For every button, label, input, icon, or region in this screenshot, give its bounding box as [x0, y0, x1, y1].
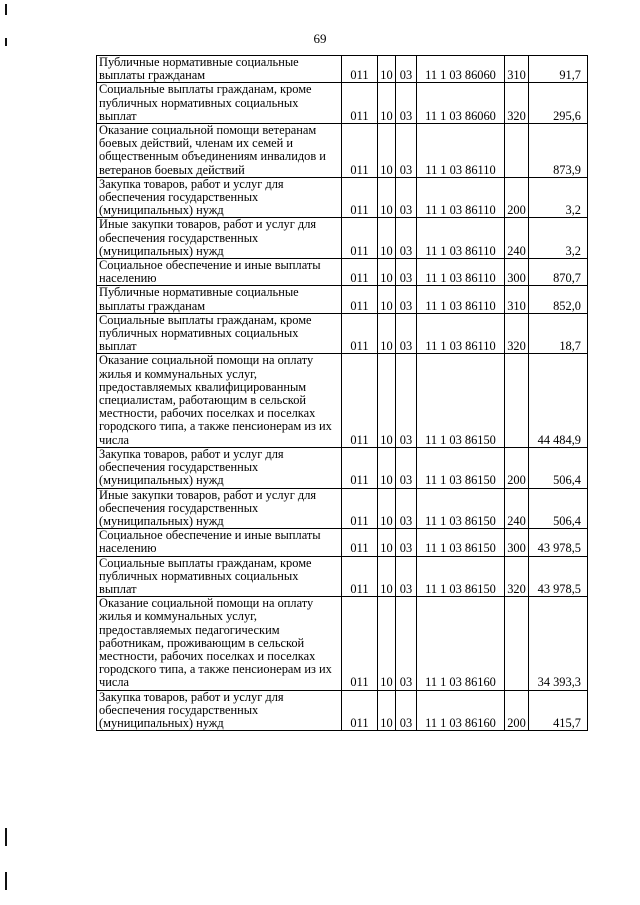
ministry-code-cell: 011: [342, 313, 378, 354]
ministry-code-cell: 011: [342, 56, 378, 83]
program-code-cell: 11 1 03 86110: [417, 218, 505, 259]
section-code-cell: 10: [378, 556, 396, 597]
row-name-cell: Закупка товаров, работ и услуг для обеспечения государственных (муниципальных) нужд: [97, 447, 342, 488]
table-row: [97, 56, 588, 83]
ministry-code-cell: 011: [342, 447, 378, 488]
section-code-cell: 10: [378, 286, 396, 313]
amount-cell: 91,7: [529, 56, 588, 83]
expense-type-cell: 240: [505, 488, 529, 529]
section-code-cell: 10: [378, 597, 396, 690]
row-name-cell: Иные закупки товаров, работ и услуг для обеспечения государственных (муниципальных) нужд: [97, 488, 342, 529]
row-name-cell: Социальное обеспечение и иные выплаты населению: [97, 529, 342, 556]
row-name-cell: Оказание социальной помощи на оплату жилья и коммунальных услуг, предоставляемых педагогическим работникам, проживающим в сельской местности, рабочих поселках и поселках городского типа, а также пенсионерам из их числа: [97, 597, 342, 690]
ministry-code-cell: 011: [342, 83, 378, 124]
subsection-code-cell: 03: [396, 529, 417, 556]
table-row: [97, 354, 588, 447]
subsection-code-cell: 03: [396, 690, 417, 731]
row-name-cell: Иные закупки товаров, работ и услуг для обеспечения государственных (муниципальных) нужд: [97, 218, 342, 259]
subsection-code-cell: 03: [396, 488, 417, 529]
amount-cell: 506,4: [529, 488, 588, 529]
program-code-cell: 11 1 03 86150: [417, 447, 505, 488]
row-name-cell: Публичные нормативные социальные выплаты гражданам: [97, 286, 342, 313]
section-code-cell: 10: [378, 354, 396, 447]
section-code-cell: 10: [378, 177, 396, 218]
section-code-cell: 10: [378, 690, 396, 731]
expense-type-cell: [505, 597, 529, 690]
expense-type-cell: 310: [505, 286, 529, 313]
amount-cell: 3,2: [529, 177, 588, 218]
scan-margin-mark: [5, 872, 7, 890]
program-code-cell: 11 1 03 86110: [417, 177, 505, 218]
program-code-cell: 11 1 03 86150: [417, 529, 505, 556]
table-row: [97, 218, 588, 259]
row-name-cell: Оказание социальной помощи ветеранам боевых действий, членам их семей и общественным объединениям инвалидов и ветеранов боевых действий: [97, 124, 342, 178]
expense-type-cell: 300: [505, 529, 529, 556]
row-name-cell: Закупка товаров, работ и услуг для обеспечения государственных (муниципальных) нужд: [97, 690, 342, 731]
table-row: [97, 259, 588, 286]
scan-margin-mark: [5, 4, 7, 15]
program-code-cell: 11 1 03 86150: [417, 556, 505, 597]
subsection-code-cell: 03: [396, 83, 417, 124]
ministry-code-cell: 011: [342, 529, 378, 556]
program-code-cell: 11 1 03 86160: [417, 690, 505, 731]
program-code-cell: 11 1 03 86110: [417, 124, 505, 178]
table-row: [97, 447, 588, 488]
ministry-code-cell: 011: [342, 488, 378, 529]
program-code-cell: 11 1 03 86060: [417, 83, 505, 124]
amount-cell: 44 484,9: [529, 354, 588, 447]
section-code-cell: 10: [378, 83, 396, 124]
subsection-code-cell: 03: [396, 313, 417, 354]
row-name-cell: Закупка товаров, работ и услуг для обеспечения государственных (муниципальных) нужд: [97, 177, 342, 218]
table-row: [97, 124, 588, 178]
table-row: [97, 313, 588, 354]
amount-cell: 3,2: [529, 218, 588, 259]
row-name-cell: Оказание социальной помощи на оплату жилья и коммунальных услуг, предоставляемых квалифицированным специалистам, работающим в сельской местности, рабочих поселках и поселках городского типа, а также пенсионерам из их числа: [97, 354, 342, 447]
ministry-code-cell: 011: [342, 218, 378, 259]
amount-cell: 295,6: [529, 83, 588, 124]
subsection-code-cell: 03: [396, 218, 417, 259]
ministry-code-cell: 011: [342, 286, 378, 313]
program-code-cell: 11 1 03 86110: [417, 313, 505, 354]
program-code-cell: 11 1 03 86110: [417, 259, 505, 286]
program-code-cell: 11 1 03 86150: [417, 354, 505, 447]
program-code-cell: 11 1 03 86060: [417, 56, 505, 83]
section-code-cell: 10: [378, 259, 396, 286]
section-code-cell: 10: [378, 218, 396, 259]
row-name-cell: Социальное обеспечение и иные выплаты населению: [97, 259, 342, 286]
amount-cell: 18,7: [529, 313, 588, 354]
amount-cell: 873,9: [529, 124, 588, 178]
expense-type-cell: 320: [505, 313, 529, 354]
budget-table: [96, 55, 588, 731]
expense-type-cell: [505, 124, 529, 178]
row-name-cell: Социальные выплаты гражданам, кроме публичных нормативных социальных выплат: [97, 556, 342, 597]
ministry-code-cell: 011: [342, 177, 378, 218]
subsection-code-cell: 03: [396, 177, 417, 218]
amount-cell: 34 393,3: [529, 597, 588, 690]
table-row: [97, 177, 588, 218]
table-row: [97, 529, 588, 556]
section-code-cell: 10: [378, 488, 396, 529]
expense-type-cell: 200: [505, 177, 529, 218]
subsection-code-cell: 03: [396, 259, 417, 286]
expense-type-cell: 310: [505, 56, 529, 83]
expense-type-cell: [505, 354, 529, 447]
amount-cell: 870,7: [529, 259, 588, 286]
subsection-code-cell: 03: [396, 556, 417, 597]
table-row: [97, 690, 588, 731]
expense-type-cell: 240: [505, 218, 529, 259]
section-code-cell: 10: [378, 313, 396, 354]
subsection-code-cell: 03: [396, 56, 417, 83]
section-code-cell: 10: [378, 447, 396, 488]
program-code-cell: 11 1 03 86150: [417, 488, 505, 529]
expense-type-cell: 200: [505, 690, 529, 731]
subsection-code-cell: 03: [396, 124, 417, 178]
row-name-cell: Социальные выплаты гражданам, кроме публичных нормативных социальных выплат: [97, 83, 342, 124]
scan-margin-mark: [5, 828, 7, 846]
program-code-cell: 11 1 03 86160: [417, 597, 505, 690]
table-row: [97, 556, 588, 597]
section-code-cell: 10: [378, 529, 396, 556]
subsection-code-cell: 03: [396, 597, 417, 690]
program-code-cell: 11 1 03 86110: [417, 286, 505, 313]
ministry-code-cell: 011: [342, 124, 378, 178]
subsection-code-cell: 03: [396, 447, 417, 488]
amount-cell: 415,7: [529, 690, 588, 731]
ministry-code-cell: 011: [342, 354, 378, 447]
table-row: [97, 597, 588, 690]
amount-cell: 43 978,5: [529, 529, 588, 556]
expense-type-cell: 300: [505, 259, 529, 286]
table-row: [97, 488, 588, 529]
amount-cell: 852,0: [529, 286, 588, 313]
expense-type-cell: 320: [505, 83, 529, 124]
expense-type-cell: 320: [505, 556, 529, 597]
row-name-cell: Социальные выплаты гражданам, кроме публичных нормативных социальных выплат: [97, 313, 342, 354]
table-row: [97, 286, 588, 313]
table-row: [97, 83, 588, 124]
subsection-code-cell: 03: [396, 286, 417, 313]
ministry-code-cell: 011: [342, 259, 378, 286]
ministry-code-cell: 011: [342, 690, 378, 731]
ministry-code-cell: 011: [342, 597, 378, 690]
subsection-code-cell: 03: [396, 354, 417, 447]
amount-cell: 506,4: [529, 447, 588, 488]
ministry-code-cell: 011: [342, 556, 378, 597]
row-name-cell: Публичные нормативные социальные выплаты гражданам: [97, 56, 342, 83]
budget-table-body: [97, 56, 588, 731]
section-code-cell: 10: [378, 56, 396, 83]
amount-cell: 43 978,5: [529, 556, 588, 597]
expense-type-cell: 200: [505, 447, 529, 488]
section-code-cell: 10: [378, 124, 396, 178]
page-number: 69: [313, 31, 327, 46]
